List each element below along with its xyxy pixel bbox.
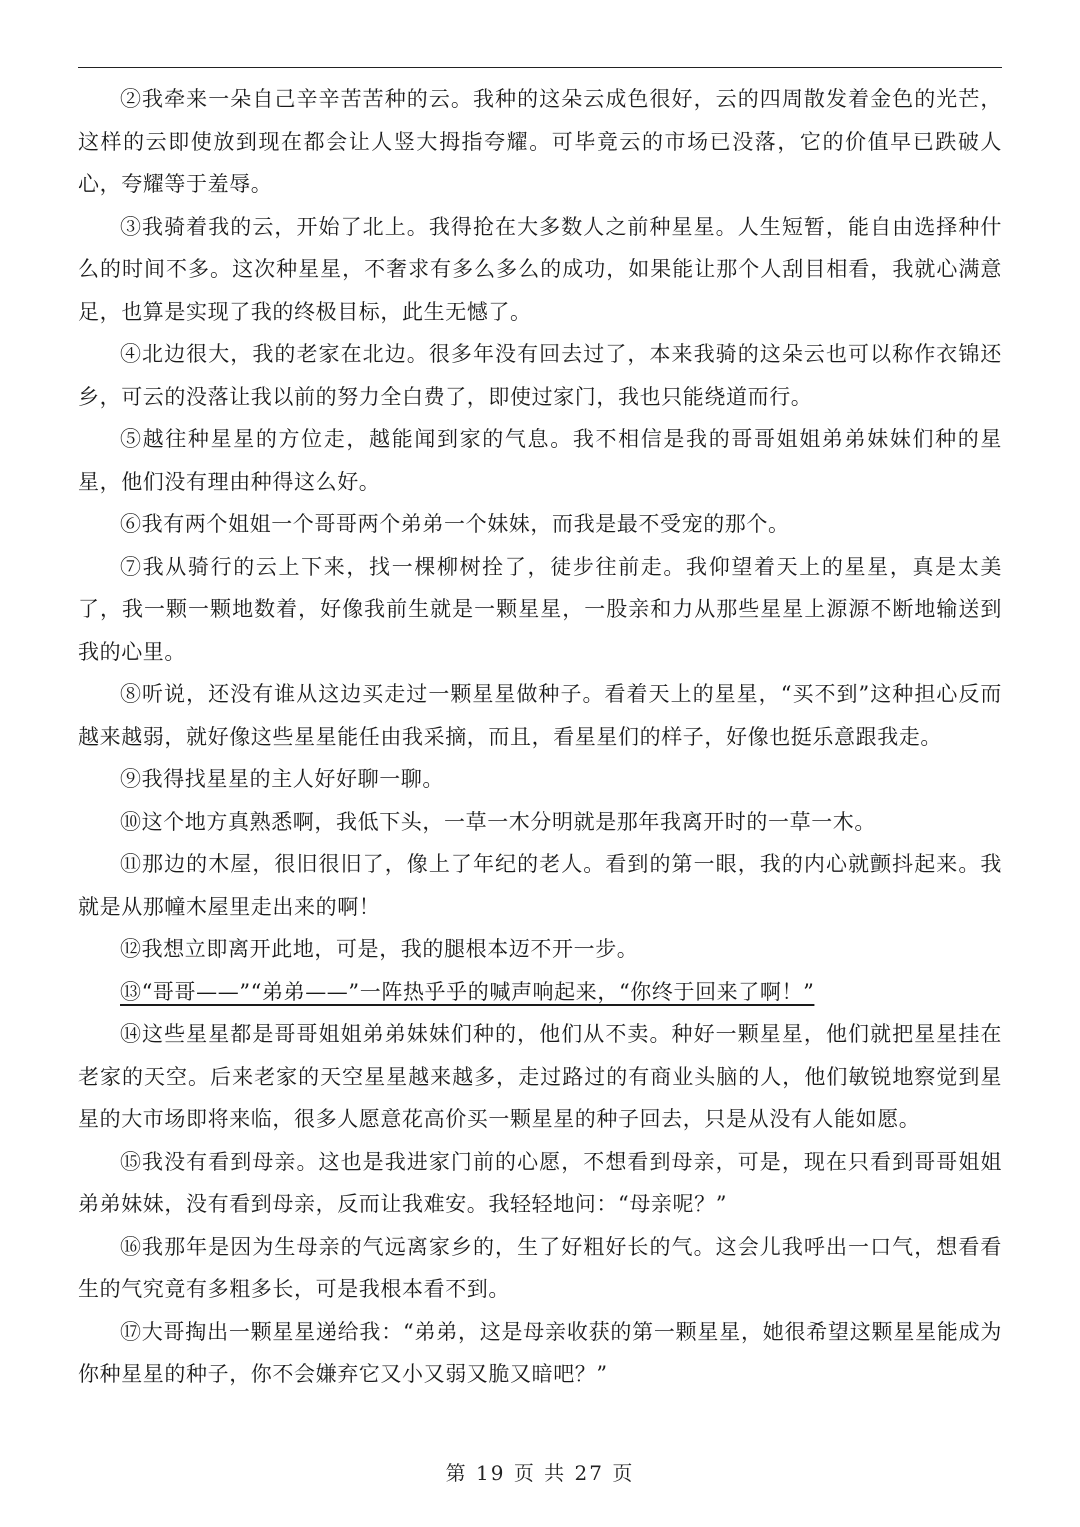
document-body	[78, 78, 1002, 1396]
paragraph-14: ⑭这些星星都是哥哥姐姐弟弟妹妹们种的，他们从不卖。种好一颗星星，他们就把星星挂在老家的天空。后来老家的天空星星越来越多，走过路过的有商业头脑的人，他们敏锐地察觉到星星的大市场即将来临，很多人愿意花高价买一颗星星的种子回去，只是从没有人能如愿。	[78, 1022, 1002, 1131]
paragraph-7: ⑦我从骑行的云上下来，找一棵柳树拴了，徒步往前走。我仰望着天上的星星，真是太美了，我一颗一颗地数着，好像我前生就是一颗星星，一股亲和力从那些星星上源源不断地输送到我的心里。	[78, 554, 1002, 664]
paragraph-13-underlined	[78, 971, 1002, 1014]
paragraph-12: ⑫我想立即离开此地，可是，我的腿根本迈不开一步。	[120, 937, 639, 961]
paragraph-10: ⑩这个地方真熟悉啊，我低下头，一草一木分明就是那年我离开时的一草一木。	[120, 809, 876, 834]
underlined-text: ⑬“哥哥——”“弟弟——”一阵热乎乎的喊声响起来，“你终于回来了啊！”	[120, 979, 815, 1004]
paragraph-2: ②我牵来一朵自己辛辛苦苦种的云。我种的这朵云成色很好，云的四周散发着金色的光芒，这样的云即使放到现在都会让人竖大拇指夸耀。可毕竟云的市场已没落，它的价值早已跌破人心，夸耀等于羞辱。	[78, 87, 1002, 196]
paragraph-8: ⑧听说，还没有谁从这边买走过一颗星星做种子。看着天上的星星，“买不到”这种担心反而越来越弱，就好像这些星星能任由我采摘，而且，看星星们的样子，好像也挺乐意跟我走。	[78, 682, 1002, 749]
header-rule	[78, 67, 1002, 68]
paragraph-5: ⑤越往种星星的方位走，越能闻到家的气息。我不相信是我的哥哥姐姐弟弟妹妹们种的星星，他们没有理由种得这么好。	[78, 427, 1002, 494]
paragraph-4: ④北边很大，我的老家在北边。很多年没有回去过了，本来我骑的这朵云也可以称作衣锦还乡，可云的没落让我以前的努力全白费了，即使过家门，我也只能绕道而行。	[78, 342, 1002, 409]
paragraph-6: ⑥我有两个姐姐一个哥哥两个弟弟一个妹妹，而我是最不受宠的那个。	[120, 512, 790, 536]
page-number: 第 19 页 共 27 页	[445, 1461, 635, 1485]
paragraph-9: ⑨我得找星星的主人好好聊一聊。	[120, 767, 444, 791]
paragraph-15: ⑮我没有看到母亲。这也是我进家门前的心愿，不想看到母亲，可是，现在只看到哥哥姐姐弟弟妹妹，没有看到母亲，反而让我难安。我轻轻地问：“母亲呢？”	[78, 1149, 1002, 1216]
paragraph-11: ⑪那边的木屋，很旧很旧了，像上了年纪的老人。看到的第一眼，我的内心就颤抖起来。我就是从那幢木屋里走出来的啊！	[78, 852, 1002, 919]
paragraph-16: ⑯我那年是因为生母亲的气远离家乡的，生了好粗好长的气。这会儿我呼出一口气，想看看生的气究竟有多粗多长，可是我根本看不到。	[78, 1234, 1002, 1301]
paragraph-3: ③我骑着我的云，开始了北上。我得抢在大多数人之前种星星。人生短暂，能自由选择种什么的时间不多。这次种星星，不奢求有多么多么的成功，如果能让那个人刮目相看，我就心满意足，也算是实现了我的终极目标，此生无憾了。	[78, 214, 1002, 324]
paragraph-17: ⑰大哥掏出一颗星星递给我：“弟弟，这是母亲收获的第一颗星星，她很希望这颗星星能成为你种星星的种子，你不会嫌弃它又小又弱又脆又暗吧？”	[78, 1319, 1002, 1386]
